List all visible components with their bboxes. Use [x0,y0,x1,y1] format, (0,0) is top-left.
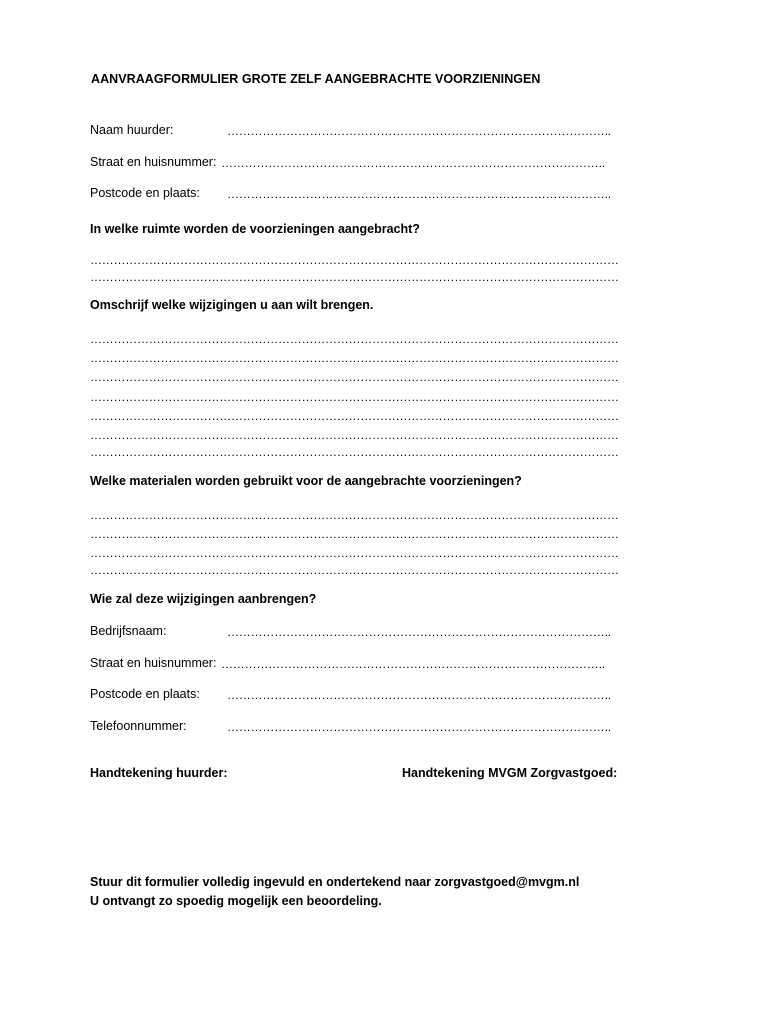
tenant-street-field[interactable]: …………………………………………………………………………………….. [221,157,605,169]
tenant-signature-label: Handtekening huurder: [90,766,228,780]
tenant-postcode-field[interactable]: …………………………………………………………………………………….. [227,188,611,200]
answer-room-line[interactable]: ……………………………………………………………………………………………………………………… [90,254,619,266]
submission-instruction: Stuur dit formulier volledig ingevuld en ondertekend naar zorgvastgoed@mvgm.nl [90,875,580,889]
tenant-street-label: Straat en huisnummer: [90,155,217,169]
answer-materials-line[interactable]: ……………………………………………………………………………………………………………………… [90,528,619,540]
company-name-label: Bedrijfsnaam: [90,624,167,638]
answer-materials-line[interactable]: ……………………………………………………………………………………………………………………… [90,547,619,559]
answer-room-line[interactable]: ……………………………………………………………………………………………………………………… [90,271,619,283]
question-changes: Omschrijf welke wijzigingen u aan wilt brengen. [90,298,374,312]
question-materials: Welke materialen worden gebruikt voor de aangebrachte voorzieningen? [90,474,522,488]
company-name-field[interactable]: …………………………………………………………………………………….. [227,626,611,638]
company-street-label: Straat en huisnummer: [90,656,217,670]
landlord-signature-label: Handtekening MVGM Zorgvastgoed: [402,766,618,780]
answer-materials-line[interactable]: ……………………………………………………………………………………………………………………… [90,564,619,576]
tenant-name-label: Naam huurder: [90,123,174,137]
company-phone-field[interactable]: …………………………………………………………………………………….. [227,721,611,733]
answer-changes-line[interactable]: ……………………………………………………………………………………………………………………… [90,391,619,403]
review-notice: U ontvangt zo spoedig mogelijk een beoordeling. [90,894,382,908]
question-room: In welke ruimte worden de voorzieningen aangebracht? [90,222,420,236]
answer-changes-line[interactable]: ……………………………………………………………………………………………………………………… [90,371,619,383]
answer-changes-line[interactable]: ……………………………………………………………………………………………………………………… [90,410,619,422]
question-contractor: Wie zal deze wijzigingen aanbrengen? [90,592,317,606]
answer-changes-line[interactable]: ……………………………………………………………………………………………………………………… [90,446,619,458]
answer-changes-line[interactable]: ……………………………………………………………………………………………………………………… [90,429,619,441]
company-phone-label: Telefoonnummer: [90,719,187,733]
answer-materials-line[interactable]: ……………………………………………………………………………………………………………………… [90,509,619,521]
company-street-field[interactable]: …………………………………………………………………………………….. [221,658,605,670]
answer-changes-line[interactable]: ……………………………………………………………………………………………………………………… [90,352,619,364]
tenant-name-field[interactable]: …………………………………………………………………………………….. [227,125,611,137]
company-postcode-label: Postcode en plaats: [90,687,200,701]
company-postcode-field[interactable]: …………………………………………………………………………………….. [227,689,611,701]
tenant-postcode-label: Postcode en plaats: [90,186,200,200]
form-title: AANVRAAGFORMULIER GROTE ZELF AANGEBRACHTE VOORZIENINGEN [91,72,541,86]
answer-changes-line[interactable]: ……………………………………………………………………………………………………………………… [90,333,619,345]
